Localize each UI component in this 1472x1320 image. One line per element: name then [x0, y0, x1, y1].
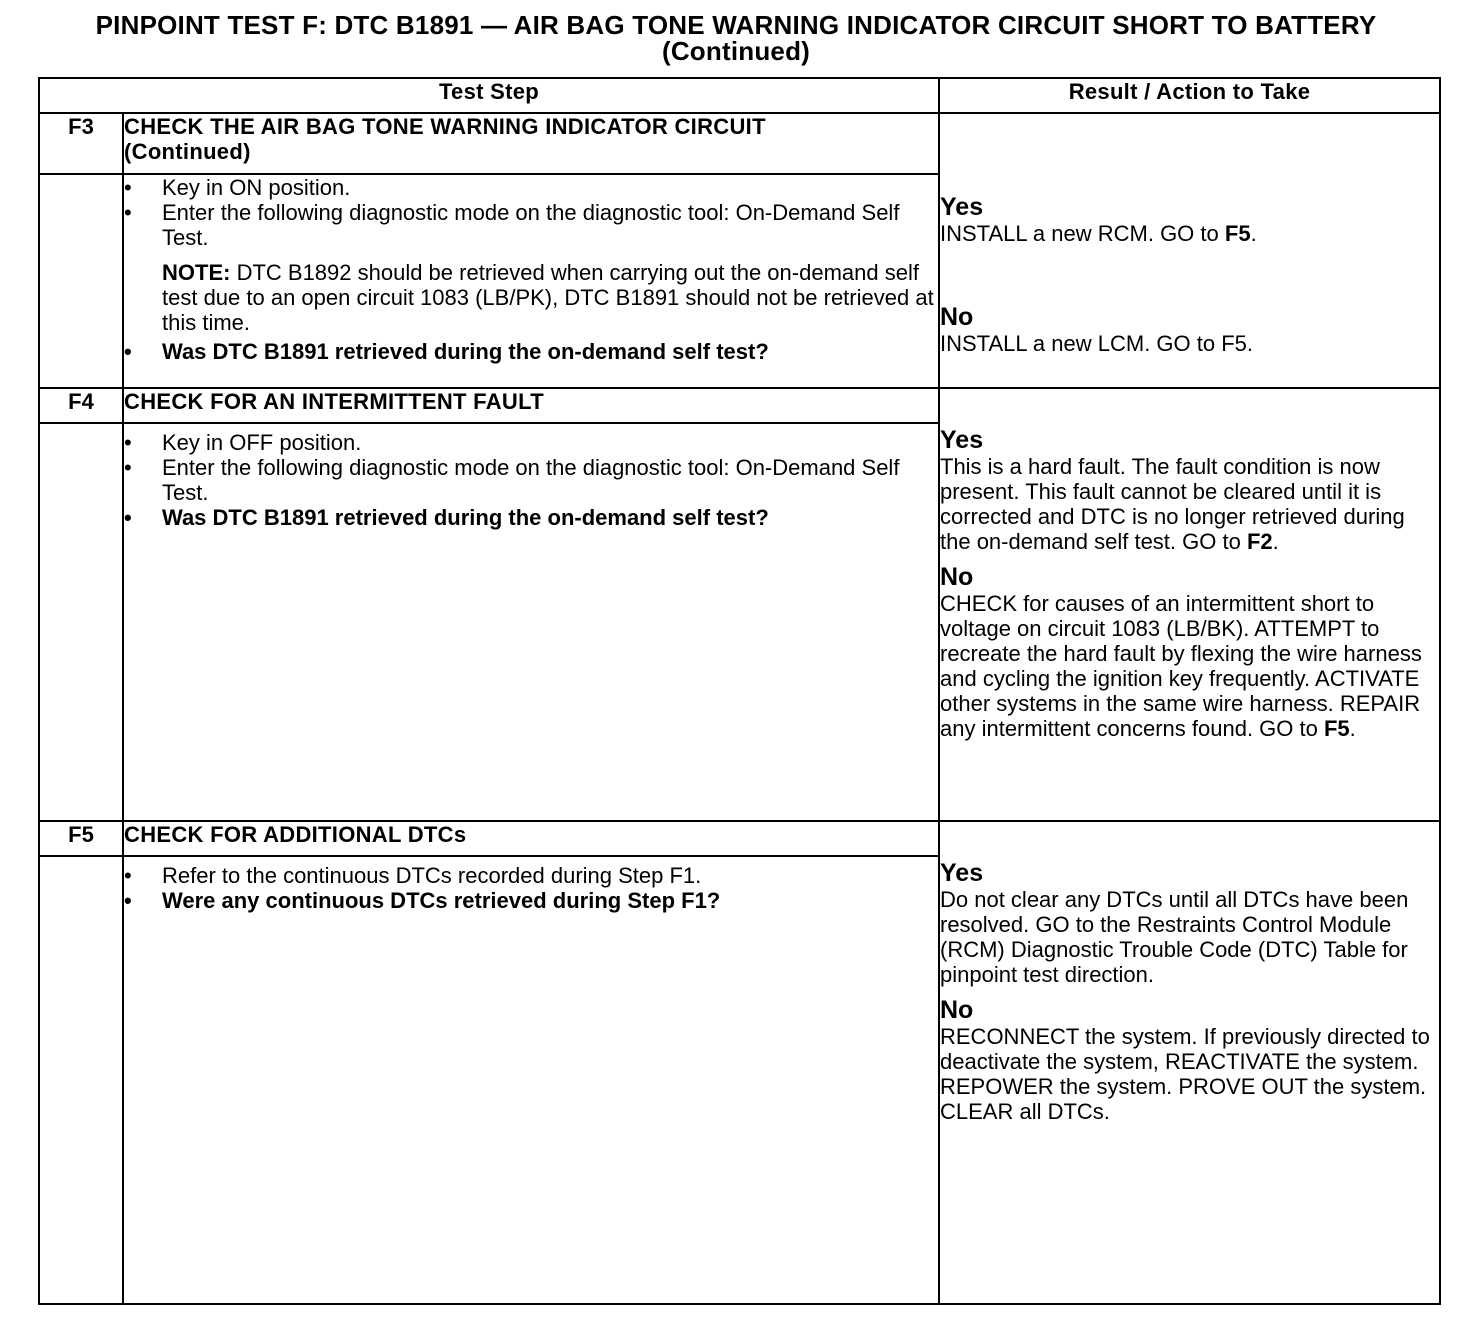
page-title: [0, 12, 1472, 64]
page-title-line-1: PINPOINT TEST F: DTC B1891 — AIR BAG TONE WARNING INDICATOR CIRCUIT SHORT TO BATTERY: [95, 10, 1377, 40]
result-f4-yes-action: This is a hard fault. The fault condition is now present. This fault cannot be cleared until it is corrected and DTC is no longer retrieved during the on-demand self test. GO to: [940, 453, 1405, 554]
result-f5-yes-text: Do not clear any DTCs until all DTCs have been resolved. GO to the Restraints Control Module (RCM) Diagnostic Trouble Code (DTC) Table for pinpoint test direction.: [940, 886, 1409, 987]
result-f5-yes-label: Yes: [940, 858, 984, 887]
result-f4-no-action: CHECK for causes of an intermittent short to voltage on circuit 1083 (LB/BK). ATTEMPT to recreate the hard fault by flexing the wire harness and cycling the ignition key frequently. ACTIVATE other systems in the same wire harness. REPAIR any intermittent concerns found. GO to: [940, 590, 1422, 741]
result-f4-no-text: [940, 591, 1439, 741]
step-f4-question: • Was DTC B1891 retrieved during the on-demand self test?: [124, 505, 938, 530]
table-header-row: [39, 78, 1440, 113]
result-f3-yes-goto: F5: [1224, 221, 1251, 247]
list-item: • Refer to the continuous DTCs recorded during Step F1.: [124, 863, 938, 888]
result-f3: [939, 113, 1440, 388]
page-title-line-2: (Continued): [661, 36, 811, 66]
result-f5-no-text: RECONNECT the system. If previously directed to deactivate the system, REACTIVATE the system. REPOWER the system. PROVE OUT the system. CLEAR all DTCs.: [940, 1023, 1430, 1124]
result-f4-no-goto: F5: [1323, 715, 1350, 741]
step-f5-title-row: [39, 821, 1440, 856]
step-title-f3: [123, 113, 939, 174]
step-id-f3: F3: [39, 113, 123, 174]
result-f3-yes-end: .: [1250, 221, 1257, 247]
step-f3-title-row: [39, 113, 1440, 174]
list-item: • Key in OFF position.: [124, 430, 938, 455]
step-body-f5: [123, 856, 939, 1304]
step-body-f4: [123, 423, 939, 821]
step-title-f5: CHECK FOR ADDITIONAL DTCs: [123, 821, 939, 856]
result-f5: [939, 821, 1440, 1304]
header-result: Result / Action to Take: [939, 78, 1440, 113]
step-title-f4: CHECK FOR AN INTERMITTENT FAULT: [123, 388, 939, 423]
note-text: DTC B1892 should be retrieved when carrying out the on-demand self test due to an open circuit 1083 (LB/PK), DTC B1891 should not be retrieved at this time.: [162, 260, 934, 336]
step-id-f5: F5: [39, 821, 123, 856]
list-item: • Enter the following diagnostic mode on the diagnostic tool: On-Demand Self Test.: [124, 200, 938, 250]
pinpoint-test-table: [38, 77, 1441, 1305]
result-f3-no-text: INSTALL a new LCM. GO to F5.: [940, 331, 1253, 357]
step-f5-question: • Were any continuous DTCs retrieved during Step F1?: [124, 888, 938, 913]
result-f4-yes-goto: F2: [1246, 528, 1273, 554]
step-f3-bullets: [124, 175, 938, 250]
result-f3-yes-label: Yes: [940, 193, 984, 222]
list-item: • Enter the following diagnostic mode on the diagnostic tool: On-Demand Self Test.: [124, 455, 938, 505]
header-test-step: Test Step: [39, 78, 939, 113]
step-f5-bullets: [124, 863, 938, 913]
result-f4-yes-text: [940, 454, 1439, 554]
step-f3-question: • Was DTC B1891 retrieved during the on-demand self test?: [124, 339, 938, 364]
step-title-f3-line-1: CHECK THE AIR BAG TONE WARNING INDICATOR CIRCUIT: [124, 114, 766, 140]
result-f4-yes-end: .: [1272, 528, 1279, 554]
step-f3-question-list: [124, 339, 938, 364]
result-f4-yes-label: Yes: [940, 425, 984, 454]
step-body-f3: [123, 174, 939, 388]
step-title-f3-line-2: (Continued): [124, 139, 251, 165]
step-f4-bullets: [124, 430, 938, 530]
step-id-f4: F4: [39, 388, 123, 423]
step-f4-title-row: [39, 388, 1440, 423]
result-f5-no-label: No: [940, 995, 974, 1024]
result-f3-yes-text: [940, 221, 1439, 246]
result-f4: [939, 388, 1440, 821]
result-f4-no-end: .: [1349, 715, 1356, 741]
step-f3-note: [124, 260, 938, 335]
note-label: NOTE:: [162, 260, 231, 286]
result-f3-no-label: No: [940, 303, 974, 332]
step-f4-spacer: [39, 423, 123, 821]
result-f3-yes-action: INSTALL a new RCM. GO to: [940, 221, 1225, 247]
result-f4-no-label: No: [940, 562, 974, 591]
step-f3-spacer: [39, 174, 123, 388]
list-item: • Key in ON position.: [124, 175, 938, 200]
step-f5-spacer: [39, 856, 123, 1304]
